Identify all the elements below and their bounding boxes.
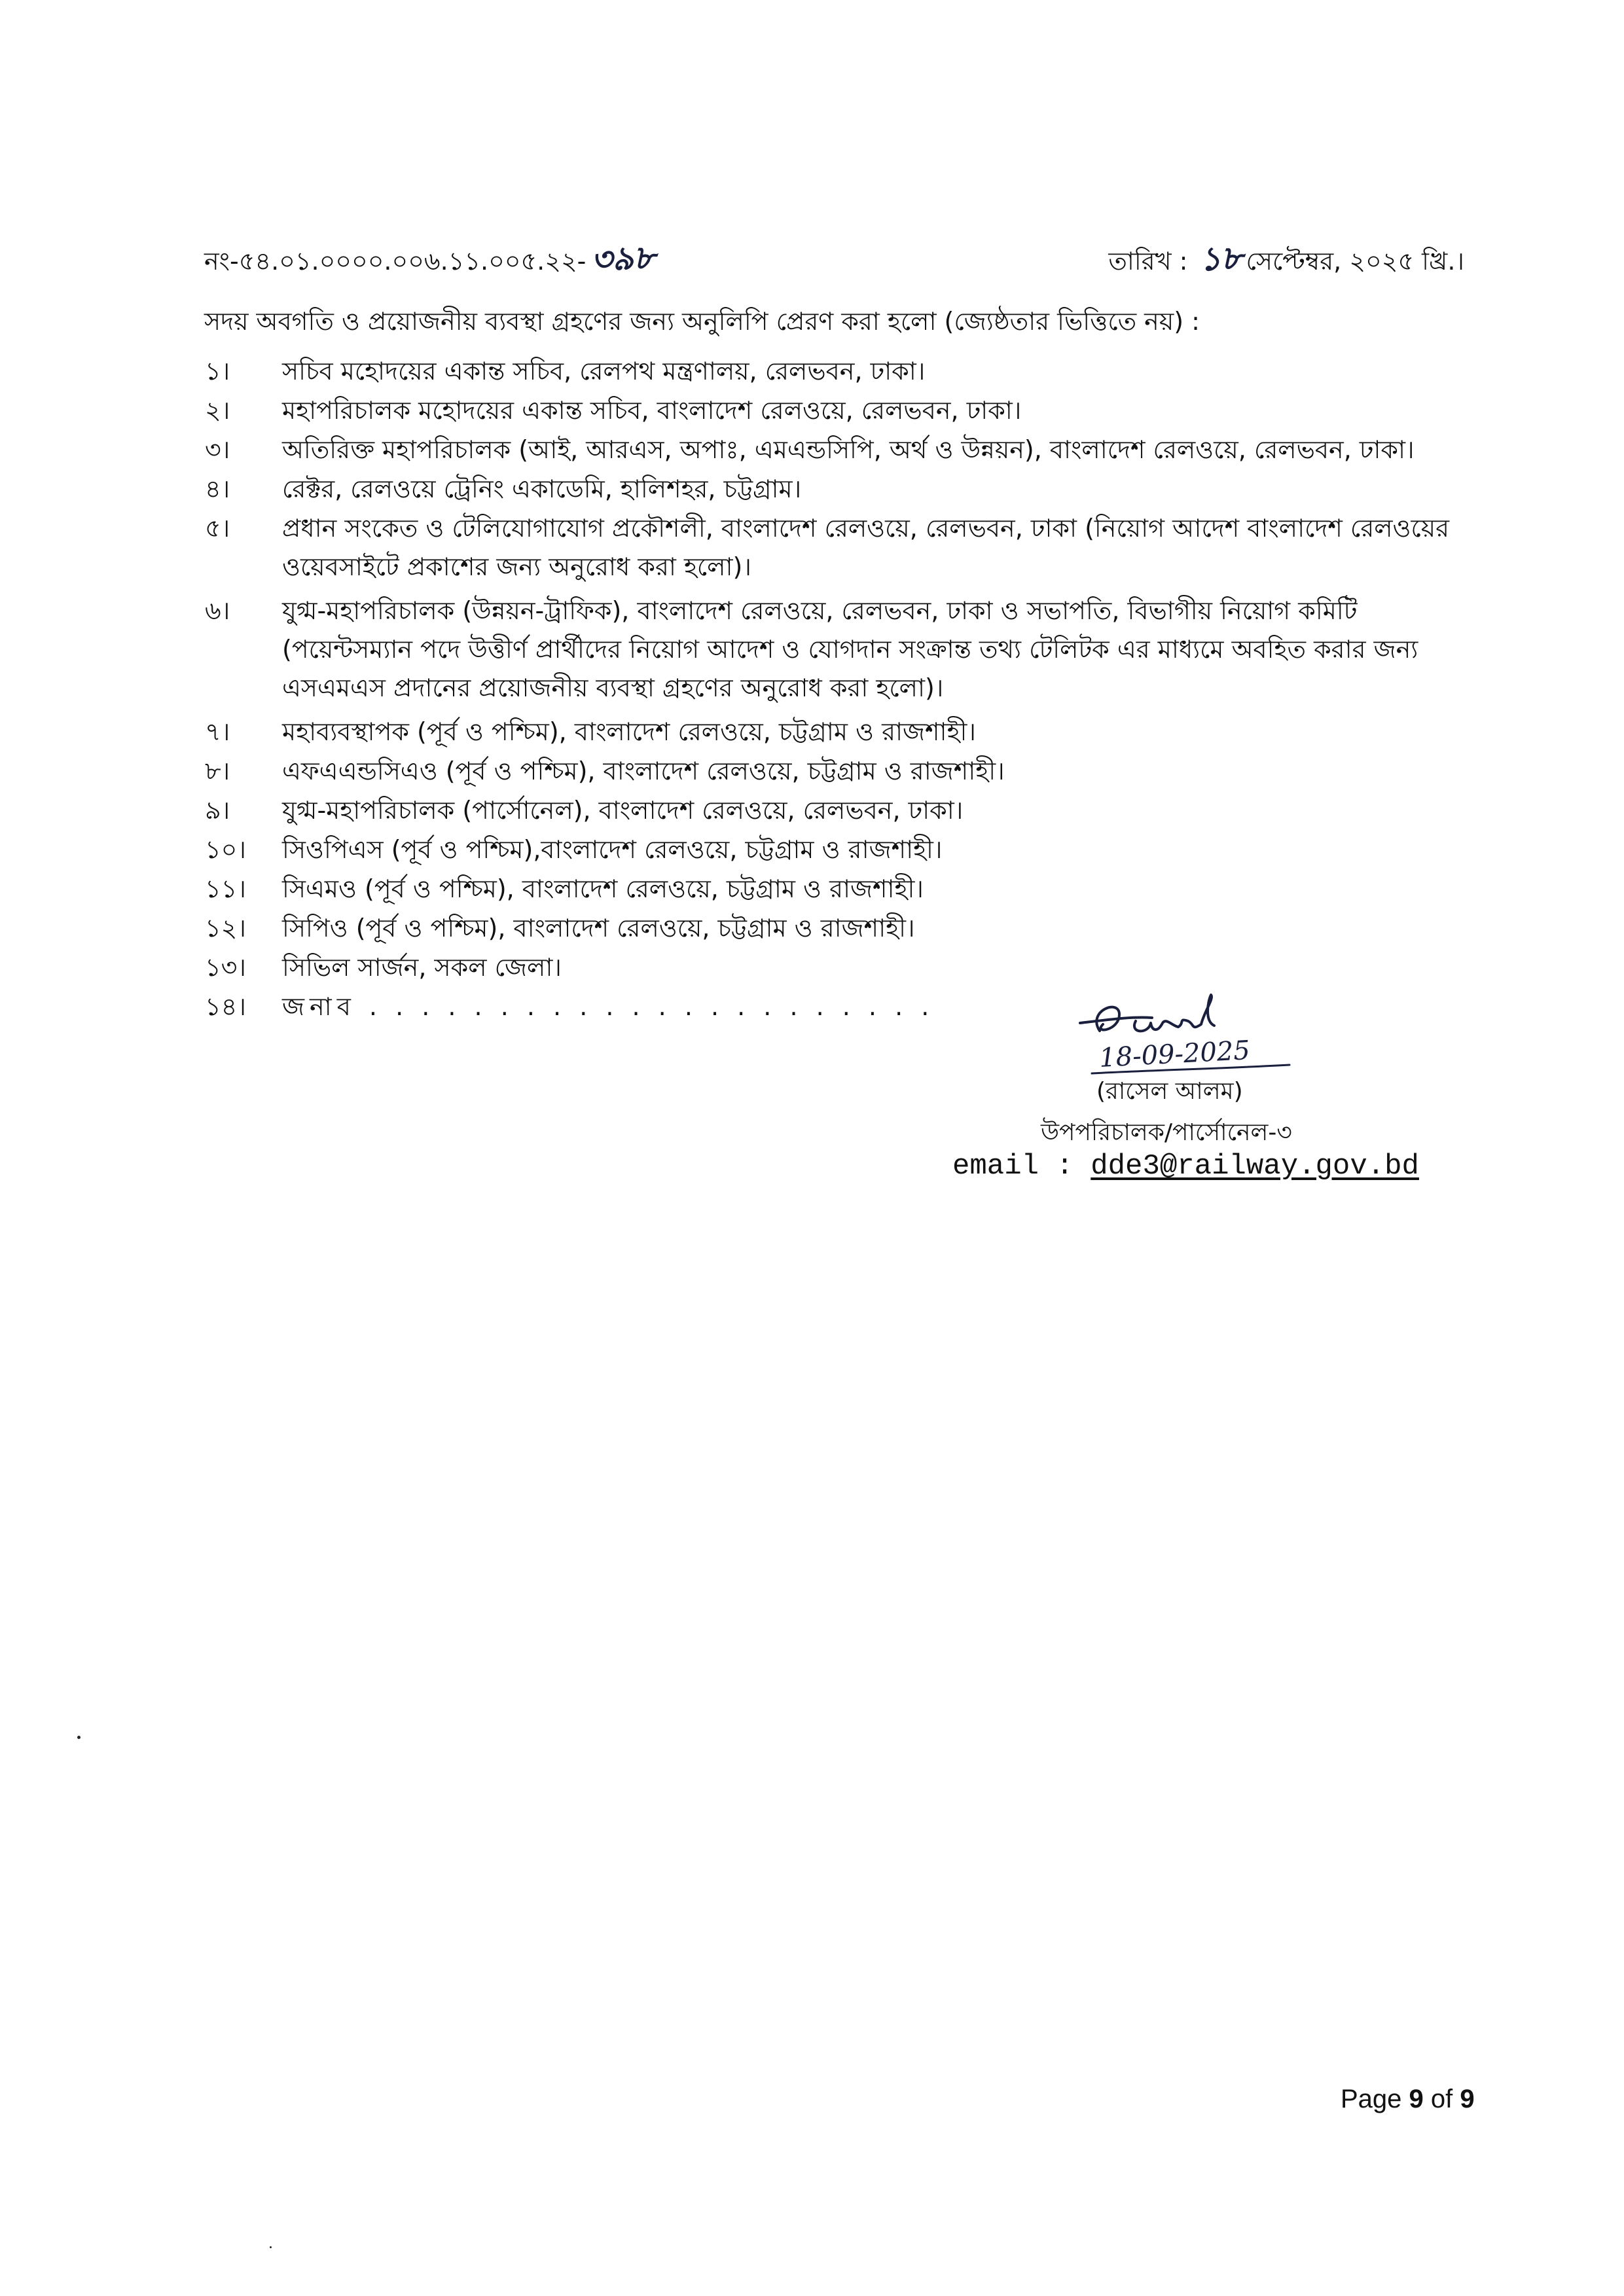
item-number: ১০।	[205, 835, 246, 864]
item-text: অতিরিক্ত মহাপরিচালক (আই, আরএস, অপাঃ, এমএন্ডসিপি, অর্থ ও উন্নয়ন), বাংলাদেশ রেলওয়ে, রেলভবন, ঢাকা।	[282, 435, 1415, 464]
item-text: জনাব . . . . . . . . . . . . . . . . . . . . . .	[282, 992, 935, 1021]
scan-speck	[77, 1736, 81, 1739]
item-text: সিভিল সার্জন, সকল জেলা।	[282, 953, 562, 982]
list-item	[200, 470, 1483, 509]
item-number: ১২।	[205, 914, 246, 942]
list-item	[200, 948, 1483, 987]
item-text: মহাপরিচালক মহোদয়ের একান্ত সচিব, বাংলাদেশ রেলওয়ে, রেলভবন, ঢাকা।	[282, 396, 1022, 425]
date-label: তারিখ :	[1108, 247, 1188, 276]
signature-handwritten-date: 18-09-2025	[1098, 1035, 1251, 1073]
list-item	[200, 431, 1483, 469]
item-number: ৬।	[205, 596, 230, 625]
list-item	[200, 352, 1483, 391]
recipient-list	[200, 352, 1483, 1027]
item-number: ৯।	[205, 796, 230, 825]
memo-number	[204, 234, 655, 289]
page-prefix: Page	[1341, 2085, 1402, 2113]
signatory-email	[952, 1150, 1419, 1183]
item-text: এফএএন্ডসিএও (পূর্ব ও পশ্চিম), বাংলাদেশ রেলওয়ে, চট্টগ্রাম ও রাজশাহী।	[282, 757, 1005, 785]
item-text: সিওপিএস (পূর্ব ও পশ্চিম),বাংলাদেশ রেলওয়ে, চট্টগ্রাম ও রাজশাহী।	[282, 835, 943, 864]
date-rest: সেপ্টেম্বর, ২০২৫ খ্রি.।	[1246, 247, 1464, 276]
scan-speck	[270, 2246, 272, 2248]
memo-date	[1108, 234, 1464, 289]
signature-scribble	[1074, 985, 1309, 1083]
list-item	[200, 592, 1483, 708]
item-number: ১।	[205, 357, 230, 386]
item-text: যুগ্ম-মহাপরিচালক (উন্নয়ন-ট্রাফিক), বাংলাদেশ রেলওয়ে, রেলভবন, ঢাকা ও সভাপতি, বিভাগীয় নিয়োগ কমিটি (পয়েন্টসম্যান পদে উত্তীর্ণ প্রার্থীদের নিয়োগ আদেশ ও যোগদান সংক্রান্ত তথ্য টেলিটক এর মাধ্যমে অবহিত করার জন্য এসএমএস প্রদানের প্রয়োজনীয় ব্যবস্থা গ্রহণের অনুরোধ করা হলো)।	[282, 596, 1418, 702]
item-text: প্রধান সংকেত ও টেলিযোগাযোগ প্রকৌশলী, বাংলাদেশ রেলওয়ে, রেলভবন, ঢাকা (নিয়োগ আদেশ বাংলাদেশ রেলওয়ের ওয়েবসাইটে প্রকাশের জন্য অনুরোধ করা হলো)।	[282, 514, 1450, 581]
item-number: ৪।	[205, 475, 230, 503]
item-text: রেক্টর, রেলওয়ে ট্রেনিং একাডেমি, হালিশহর, চট্টগ্রাম।	[282, 475, 802, 503]
item-number: ৩।	[205, 435, 230, 464]
signatory-name: (রাসেল আলম)	[1096, 1078, 1243, 1105]
item-number: ১৩।	[205, 953, 246, 982]
item-text: সিপিও (পূর্ব ও পশ্চিম), বাংলাদেশ রেলওয়ে, চট্টগ্রাম ও রাজশাহী।	[282, 914, 915, 942]
intro-text: সদয় অবগতি ও প্রয়োজনীয় ব্যবস্থা গ্রহণের জন্য অনুলিপি প্রেরণ করা হলো (জ্যেষ্ঠতার ভিত্তিতে নয়) :	[204, 307, 1200, 336]
page-number	[1341, 2085, 1475, 2114]
list-item	[200, 870, 1483, 908]
item-text: মহাব্যবস্থাপক (পূর্ব ও পশ্চিম), বাংলাদেশ রেলওয়ে, চট্টগ্রাম ও রাজশাহী।	[282, 717, 976, 746]
memo-number-prefix: নং-৫৪.০১.০০০০.০০৬.১১.০০৫.২২-	[204, 247, 586, 276]
list-item	[200, 752, 1483, 791]
item-number: ১৪।	[205, 992, 246, 1021]
email-address-link[interactable]: dde3@railway.gov.bd	[1091, 1150, 1419, 1183]
page-of: of	[1430, 2085, 1453, 2113]
list-item	[200, 509, 1483, 586]
page-total: 9	[1460, 2085, 1475, 2113]
list-item	[200, 791, 1483, 830]
item-text: যুগ্ম-মহাপরিচালক (পার্সোনেল), বাংলাদেশ রেলওয়ে, রেলভবন, ঢাকা।	[282, 796, 964, 825]
item-number: ৫।	[205, 514, 230, 543]
page-current: 9	[1409, 2085, 1424, 2113]
item-number: ৮।	[205, 757, 230, 785]
list-item	[200, 909, 1483, 948]
item-text: সিএমও (পূর্ব ও পশ্চিম), বাংলাদেশ রেলওয়ে, চট্টগ্রাম ও রাজশাহী।	[282, 874, 924, 903]
signatory-designation: উপপরিচালক/পার্সোনেল-৩	[1041, 1119, 1292, 1146]
email-label: email :	[952, 1150, 1074, 1183]
memo-number-handwritten: ৩৯৮	[590, 238, 656, 279]
list-item	[200, 831, 1483, 869]
date-day-handwritten: ১৮	[1199, 238, 1243, 279]
item-text: সচিব মহোদয়ের একান্ত সচিব, রেলপথ মন্ত্রণালয়, রেলভবন, ঢাকা।	[282, 357, 926, 386]
list-item	[200, 713, 1483, 751]
item-number: ২।	[205, 396, 230, 425]
list-item	[200, 391, 1483, 430]
item-number: ১১।	[205, 874, 246, 903]
item-number: ৭।	[205, 717, 230, 746]
